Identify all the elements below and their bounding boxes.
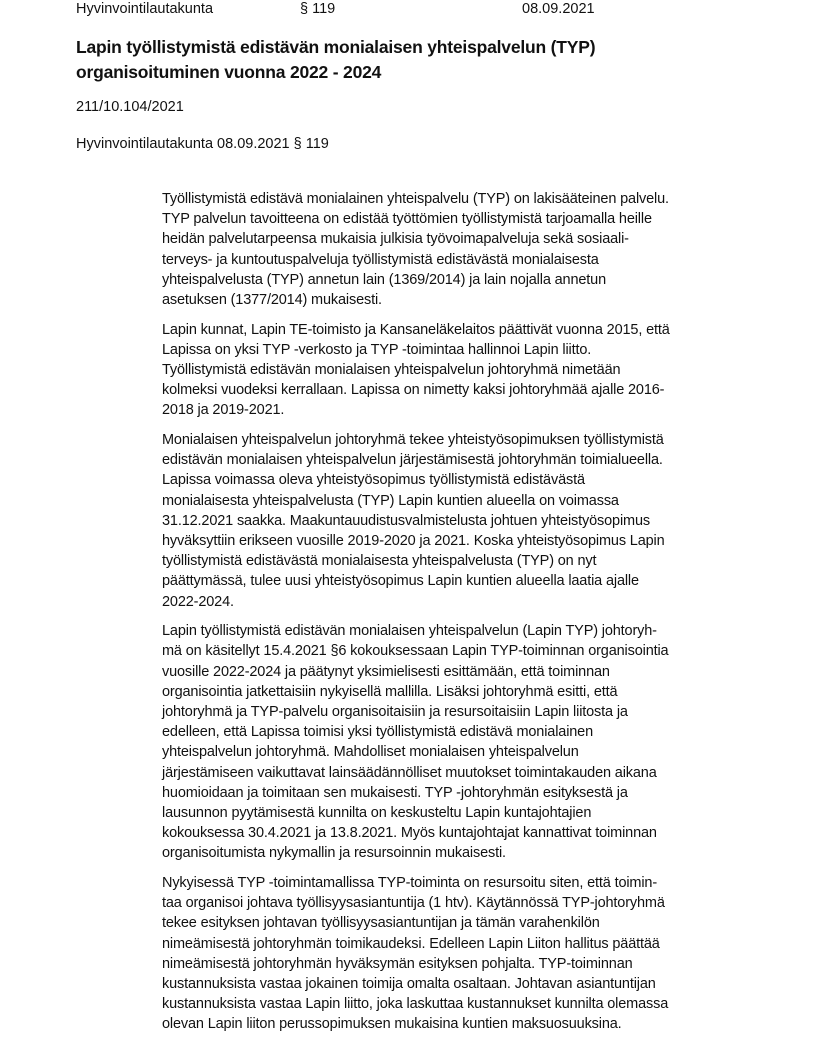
meeting-reference: Hyvinvointilautakunta 08.09.2021 § 119 <box>76 136 329 152</box>
paragraph-line: johtoryhmä ja TYP-palvelu organisoitaisiin ja resursoitaisiin Lapin liitosta ja <box>162 704 628 720</box>
title-line: Lapin työllistymistä edistävän monialaisen yhteispalvelun (TYP) <box>76 37 596 57</box>
header-date: 08.09.2021 <box>522 1 595 17</box>
paragraph-line: mä on käsitellyt 15.4.2021 §6 kokouksessaan Lapin TYP-toiminnan organisointia <box>162 643 669 660</box>
paragraph <box>162 320 762 421</box>
header-body-name: Hyvinvointilautakunta <box>76 1 214 17</box>
paragraph <box>162 430 762 612</box>
paragraph-line: TYP palvelun tavoitteena on edistää työttömien työllistymistä tarjoamalla heille <box>162 211 652 228</box>
paragraph-line: monialaisesta yhteispalvelusta (TYP) Lapin kuntien alueella on voimassa <box>162 492 619 509</box>
paragraph <box>162 621 762 863</box>
paragraph-line: tekee esityksen johtavan työllisyysasiantuntijan ja tämän varahenkilön <box>162 915 600 932</box>
paragraph-line: edistävän monialaisen yhteispalvelun järjestämisestä johtoryhmän toimialueella. <box>162 452 663 469</box>
paragraph-line: taa organisoi johtava työllisyysasiantuntija (1 htv). Käytännössä TYP-johtoryhmä <box>162 895 665 912</box>
paragraph-line: yhteispalvelun johtoryhmä. Mahdolliset monialaisen yhteispalvelun <box>162 744 579 761</box>
header-section: § 119 <box>300 1 336 17</box>
paragraph-line: heidän palvelutarpeensa mukaisia julkisia työvoimapalveluja sekä sosiaali- <box>162 231 629 248</box>
paragraph-line: lausunnon pyytämisestä kunnilta on keskusteltu Lapin kuntajohtajien <box>162 804 592 821</box>
paragraph-line: Monialaisen yhteispalvelun johtoryhmä tekee yhteistyösopimuksen työllistymistä <box>162 432 664 449</box>
paragraph <box>162 189 762 310</box>
paragraph-line: asetuksen (1377/2014) mukaisesti. <box>162 291 382 308</box>
paragraph-line: olevan Lapin liiton perussopimuksen mukaisina kuntien maksuosuuksina. <box>162 1016 622 1033</box>
paragraph-line: Lapissa voimassa oleva yhteistyösopimus työllistymistä edistävästä <box>162 472 585 489</box>
paragraph-line: nimeämisestä johtoryhmän hyväksymän esityksen pohjalta. TYP-toiminnan <box>162 955 633 972</box>
paragraph-line: työllistymistä edistävästä monialaisesta yhteispalvelusta (TYP) on nyt <box>162 553 597 570</box>
paragraph-line: 2018 ja 2019-2021. <box>162 402 285 419</box>
paragraph-line: 2022-2024. <box>162 593 234 610</box>
paragraph-line: Nykyisessä TYP -toimintamallissa TYP-toiminta on resursoitu siten, että toimin- <box>162 875 658 891</box>
paragraph-line: nimeämisestä johtoryhmän toimikaudeksi. Edelleen Lapin Liiton hallitus päättää <box>162 935 660 952</box>
document-body <box>162 189 762 1044</box>
paragraph-line: kustannuksista vastaa jokainen toimija omalta osaltaan. Johtavan asiantuntijan <box>162 975 656 992</box>
paragraph-line: Työllistymistä edistävän monialaisen yhteispalvelun johtoryhmä nimetään <box>162 362 621 378</box>
paragraph-line: Lapin kunnat, Lapin TE-toimisto ja Kansaneläkelaitos päättivät vuonna 2015, että <box>162 321 670 338</box>
paragraph-line: Työllistymistä edistävä monialainen yhteispalvelu (TYP) on lakisääteinen palvelu. <box>162 191 669 207</box>
paragraph-line: Lapin työllistymistä edistävän monialaisen yhteispalvelun (Lapin TYP) johtoryh- <box>162 623 657 640</box>
paragraph-line: kustannuksista vastaa Lapin liitto, joka laskuttaa kustannukset kunnilta olemassa <box>162 996 669 1013</box>
paragraph-line: organisointia jatkettaisiin nykyisellä mallilla. Lisäksi johtoryhmä esitti, että <box>162 683 618 700</box>
paragraph-line: edelleen, että Lapissa toimisi yksi työllistymistä edistävä monialainen <box>162 724 594 741</box>
paragraph-line: yhteispalvelusta (TYP) annetun lain (1369/2014) ja lain nojalla annetun <box>162 271 606 288</box>
paragraph-line: terveys- ja kuntoutuspalveluja työllistymistä edistävästä monialaisesta <box>162 251 599 268</box>
paragraph-line: päättymässä, tulee uusi yhteistyösopimus Lapin kuntien alueella laatia ajalle <box>162 573 639 590</box>
paragraph-line: järjestämiseen vaikuttavat lainsäädännölliset muutokset toimintakauden aikana <box>162 764 657 781</box>
paragraph <box>162 873 762 1035</box>
paragraph-line: kokouksessa 30.4.2021 ja 13.8.2021. Myös kuntajohtajat kannattivat toiminnan <box>162 825 657 842</box>
paragraph-line: hyväksyttiin erikseen vuosille 2019-2020 ja 2021. Koska yhteistyösopimus Lapin <box>162 533 665 549</box>
title-line: organisoituminen vuonna 2022 - 2024 <box>76 62 382 82</box>
paragraph-line: organisoitumista nykymallin ja resursoinnin mukaisesti. <box>162 845 506 862</box>
paragraph-line: vuosille 2022-2024 ja päätynyt yksimielisesti esittämään, että toiminnan <box>162 663 610 680</box>
paragraph-line: kolmeksi vuodeksi kerrallaan. Lapissa on nimetty kaksi johtoryhmää ajalle 2016- <box>162 382 665 399</box>
paragraph-line: 31.12.2021 saakka. Maakuntauudistusvalmistelusta johtuen yhteistyösopimus <box>162 512 650 529</box>
paragraph-line: huomioidaan ja toimitaan sen mukaisesti. TYP -johtoryhmän esityksestä ja <box>162 784 628 801</box>
record-number: 211/10.104/2021 <box>76 99 184 115</box>
document-title <box>76 35 595 85</box>
paragraph-line: Lapissa on yksi TYP -verkosto ja TYP -toimintaa hallinnoi Lapin liitto. <box>162 341 592 358</box>
